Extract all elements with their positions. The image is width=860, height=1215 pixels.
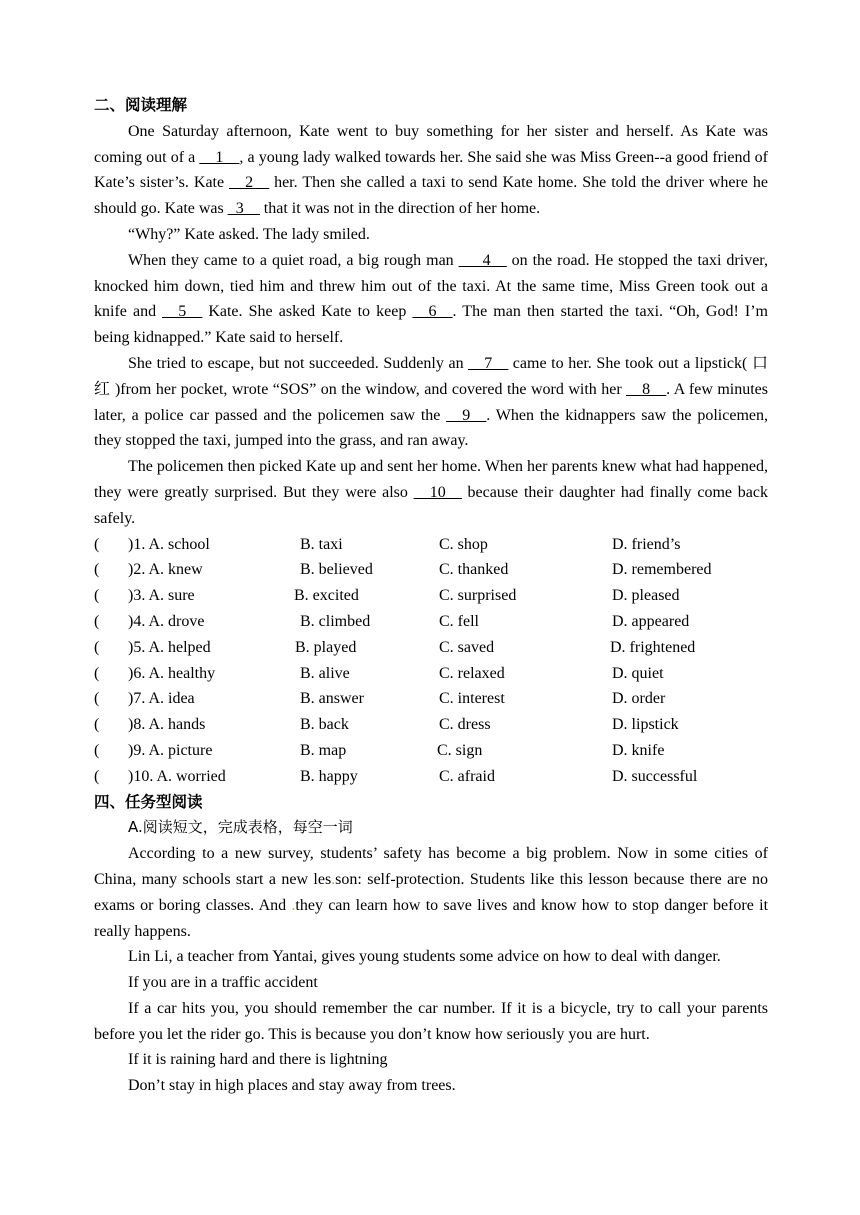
- blank-1: __1__: [199, 148, 240, 166]
- text: The policemen then picked Kate up and sent her home. When her parents knew what had happened, they were greatly surprised. But they were also: [94, 458, 768, 501]
- blank-8: __8__: [626, 380, 667, 398]
- passage-paragraph-2: “Why?” Kate asked. The lady smiled.: [128, 225, 370, 243]
- blank-9: __9__: [446, 406, 487, 424]
- option-a: )7. A. idea: [128, 690, 195, 708]
- option-a: )9. A. picture: [128, 741, 213, 759]
- answer-paren: (: [94, 741, 100, 759]
- text: Kate. She asked Kate to keep: [202, 303, 413, 321]
- option-a: )3. A. sure: [128, 587, 195, 605]
- option-d: D. appeared: [612, 612, 690, 630]
- text: on the road. He stopped the taxi driver, knocked him down, tied him and threw him out of the taxi. At the same time, Miss Green took out a knife and: [94, 251, 768, 321]
- option-d: D. knife: [612, 741, 665, 759]
- option-row: [94, 764, 768, 790]
- option-row: [94, 609, 768, 635]
- section-heading-task-reading: 四、任务型阅读: [94, 792, 203, 811]
- text: . The man then started the taxi. “Oh, God! I’m being kidnapped.” Kate said to herself.: [94, 303, 769, 347]
- option-d: D. frightened: [610, 638, 696, 656]
- option-c: C. thanked: [439, 561, 509, 579]
- answer-paren: (: [94, 638, 100, 656]
- answer-paren: (: [94, 690, 100, 708]
- option-row: [94, 686, 768, 712]
- text: . When the kidnappers saw the policemen, they stopped the taxi, jumped into the grass, and ran away.: [94, 406, 768, 450]
- task-instruction: A.阅读短文，完成表格，每空一词: [128, 818, 353, 837]
- passage-paragraph-4: [94, 351, 768, 454]
- option-a: )5. A. helped: [128, 638, 211, 656]
- option-c: C. afraid: [439, 767, 495, 785]
- option-a: )6. A. healthy: [128, 664, 216, 682]
- text: they can learn how to save lives and know how to stop danger before it really happens.: [94, 896, 769, 940]
- option-row: [94, 635, 768, 661]
- blank-3: _3__: [227, 200, 260, 218]
- option-row: [94, 532, 768, 558]
- option-b: B. alive: [300, 664, 350, 682]
- option-d: D. quiet: [612, 664, 664, 682]
- option-a: )1. A. school: [128, 535, 210, 553]
- blank-5: __5__: [162, 303, 203, 321]
- option-row: [94, 712, 768, 738]
- text: , a young lady walked towards her. She said she was Miss Green--a good friend of Kate’s sister’s. Kate: [94, 148, 768, 192]
- option-row: [94, 583, 768, 609]
- task-paragraph-3: If a car hits you, you should remember the car number. If it is a bicycle, try to call your parents before you let the rider go. This is because you don’t know how seriously you are hurt.: [94, 999, 768, 1043]
- blank-7: __7__: [468, 354, 509, 372]
- passage-paragraph-3: [94, 248, 768, 351]
- blank-10: __10__: [413, 483, 462, 501]
- text: came to her. She took out a lipstick( 口红 )from her pocket, wrote “SOS” on the window, and covered the word with her: [94, 354, 768, 398]
- option-c: C. dress: [439, 716, 491, 734]
- option-row: [94, 738, 768, 764]
- text: because their daughter had finally come back safely.: [94, 483, 769, 527]
- option-b: B. excited: [294, 587, 359, 605]
- answer-paren: (: [94, 561, 100, 579]
- mark-dot: .: [291, 896, 296, 914]
- answer-paren: (: [94, 535, 100, 553]
- option-a: )4. A. drove: [128, 612, 205, 630]
- option-d: D. pleased: [612, 587, 680, 605]
- blank-2: __2__: [229, 174, 270, 192]
- option-b: B. believed: [300, 561, 373, 579]
- option-b: B. back: [300, 716, 349, 734]
- option-d: D. order: [612, 690, 666, 708]
- answer-paren: (: [94, 612, 100, 630]
- text: that it was not in the direction of her home.: [259, 200, 541, 218]
- option-c: C. shop: [439, 535, 488, 553]
- option-row: [94, 557, 768, 583]
- answer-paren: (: [94, 664, 100, 682]
- task-subheading-lightning: If it is raining hard and there is lightning: [128, 1051, 388, 1069]
- task-paragraph-2: Lin Li, a teacher from Yantai, gives young students some advice on how to deal with danger.: [128, 948, 721, 966]
- blank-6: __6__: [412, 303, 453, 321]
- option-b: B. answer: [300, 690, 364, 708]
- task-paragraph-4: Don’t stay in high places and stay away from trees.: [128, 1077, 456, 1095]
- option-c: C. surprised: [439, 587, 517, 605]
- text: When they came to a quiet road, a big rough man: [128, 251, 459, 269]
- answer-options: [94, 532, 768, 790]
- option-c: C. sign: [437, 741, 483, 759]
- option-d: D. remembered: [612, 561, 712, 579]
- text: her. Then she called a taxi to send Kate home. She told the driver where he should go. Kate was: [94, 174, 768, 218]
- option-c: C. fell: [439, 612, 479, 630]
- option-c: C. saved: [439, 638, 495, 656]
- option-b: B. taxi: [300, 535, 343, 553]
- passage-paragraph-1: [94, 119, 768, 222]
- option-a: )8. A. hands: [128, 716, 206, 734]
- text: She tried to escape, but not succeeded. Suddenly an: [128, 354, 469, 372]
- section-heading-reading: 二、阅读理解: [94, 96, 188, 114]
- option-b: B. climbed: [300, 612, 371, 630]
- option-a: )2. A. knew: [128, 561, 203, 579]
- mark-dot: .: [331, 870, 336, 888]
- document-content: [94, 93, 768, 1099]
- text: son: self-protection. Students like this lesson because there are no exams or boring classes. And: [94, 870, 768, 914]
- answer-paren: (: [94, 767, 100, 785]
- option-d: D. successful: [612, 767, 698, 785]
- answer-paren: (: [94, 587, 100, 605]
- text: One Saturday afternoon, Kate went to buy something for her sister and herself. As Kate was coming out of a: [94, 122, 768, 166]
- option-b: B. happy: [300, 767, 358, 785]
- option-c: C. relaxed: [439, 664, 505, 682]
- blank-4: ___4__: [458, 251, 507, 269]
- option-c: C. interest: [439, 690, 505, 708]
- passage-paragraph-5: [94, 454, 768, 531]
- option-row: [94, 661, 768, 687]
- text: According to a new survey, students’ safety has become a big problem. Now in some cities of China, many schools start a new les: [94, 845, 768, 888]
- answer-paren: (: [94, 716, 100, 734]
- option-d: D. lipstick: [612, 716, 679, 734]
- option-b: B. played: [295, 638, 357, 656]
- option-b: B. map: [300, 741, 347, 759]
- task-subheading-traffic: If you are in a traffic accident: [128, 974, 318, 992]
- text: . A few minutes later, a police car passed and the policemen saw the: [94, 380, 769, 424]
- option-d: D. friend’s: [612, 535, 681, 553]
- task-paragraph-1: [94, 841, 768, 944]
- option-a: )10. A. worried: [128, 767, 226, 785]
